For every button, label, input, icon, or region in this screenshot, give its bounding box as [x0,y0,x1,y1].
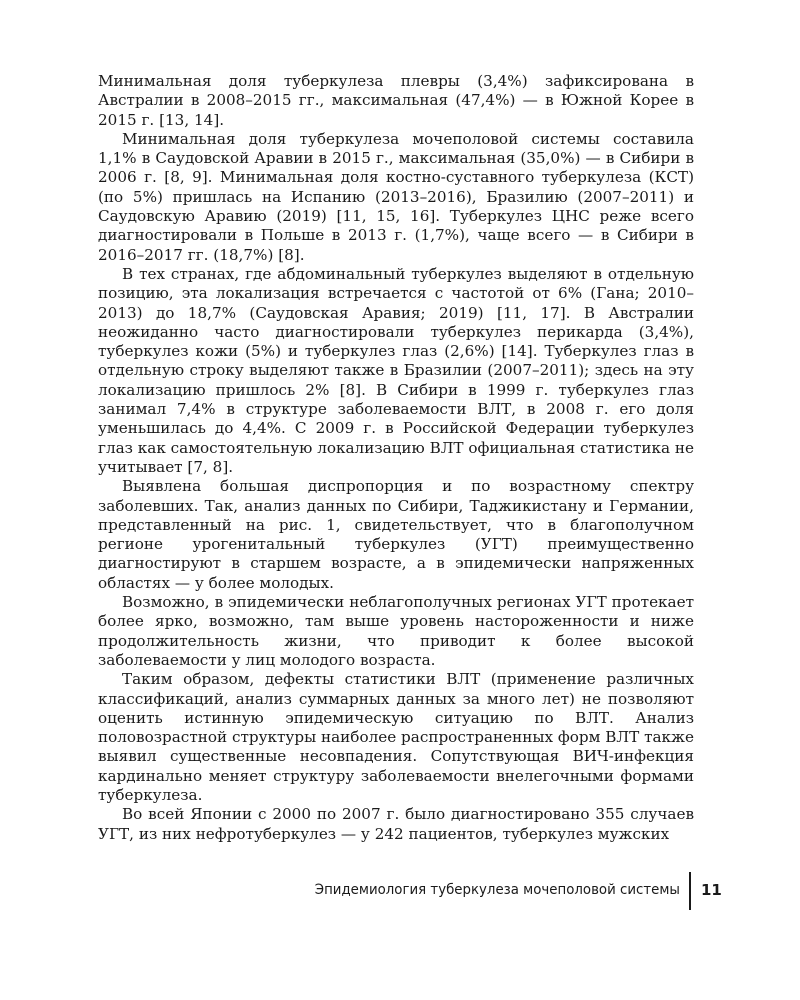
paragraph-2: Минимальная доля туберкулеза мочеполовой системы составила 1,1% в Саудовской Аравии в 2015 г., максимальная (35,0%) — в Сибири в 2006 г. [8, 9]. Минимальная доля костно-суставного туберкулеза (КСТ) (по 5%) пришлась на Испанию (2013–2016), Бразилию (2007–2011) и Саудовскую Аравию (2019) [11, 15, 16]. Туберкулез ЦНС реже всего диагностировали в Польше в 2013 г. (1,7%), чаще всего — в Сибири в 2016–2017 гг. (18,7%) [8]. [98,129,694,264]
paragraph-6: Таким образом, дефекты статистики ВЛТ (применение различных классификаций, анализ суммарных данных за много лет) не позволяют оценить истинную эпидемическую ситуацию по ВЛТ. Анализ половозрастной структуры наиболее распространенных форм ВЛТ также выявил существенные несовпадения. Сопутствующая ВИЧ-инфекция кардинально меняет структуру заболеваемости внелегочными формами туберкулеза. [98,670,694,804]
running-title: Эпидемиология туберкулеза мочеполовой системы [314,882,680,898]
page-number: 11 [701,881,722,899]
paragraph-1: Минимальная доля туберкулеза плевры (3,4%) зафиксирована в Австралии в 2008–2015 гг., максимальная (47,4%) — в Южной Корее в 2015 г. [13, 14]. [98,72,694,129]
paragraph-5: Возможно, в эпидемически неблагополучных регионах УГТ протекает более ярко, возможно, там выше уровень настороженности и ниже продолжительность жизни, что приводит к более высокой заболеваемости у лиц молодого возраста. [98,593,694,669]
footer-divider [689,872,691,910]
paragraph-4: Выявлена большая диспропорция и по возрастному спектру заболевших. Так, анализ данных по Сибири, Таджикистану и Германии, представленный на рис. 1, свидетельствует, что в благополучном регионе урогенитальный туберкулез (УГТ) преимущественно диагностируют в старшем возрасте, а в эпидемически напряженных областях — у более молодых. [98,477,694,592]
paragraph-3: В тех странах, где абдоминальный туберкулез выделяют в отдельную позицию, эта локализация встречается с частотой от 6% (Гана; 2010–2013) до 18,7% (Саудовская Аравия; 2019) [11, 17]. В Австралии неожиданно часто диагностировали туберкулез перикарда (3,4%), туберкулез кожи (5%) и туберкулез глаз (2,6%) [14]. Туберкулез глаз в отдельную строку выделяют также в Бразилии (2007–2011); здесь на эту локализацию пришлось 2% [8]. В Сибири в 1999 г. туберкулез глаз занимал 7,4% в структуре заболеваемости ВЛТ, в 2008 г. его доля уменьшилась до 4,4%. С 2009 г. в Российской Федерации туберкулез глаз как самостоятельную локализацию ВЛТ официальная статистика не учитывает [7, 8]. [98,264,694,476]
paragraph-7: Во всей Японии с 2000 по 2007 г. было диагностировано 355 случаев УГТ, из них нефротуберкулез — у 242 пациентов, туберкулез мужских [98,805,694,843]
page-body [98,72,694,844]
page-footer [0,872,800,912]
